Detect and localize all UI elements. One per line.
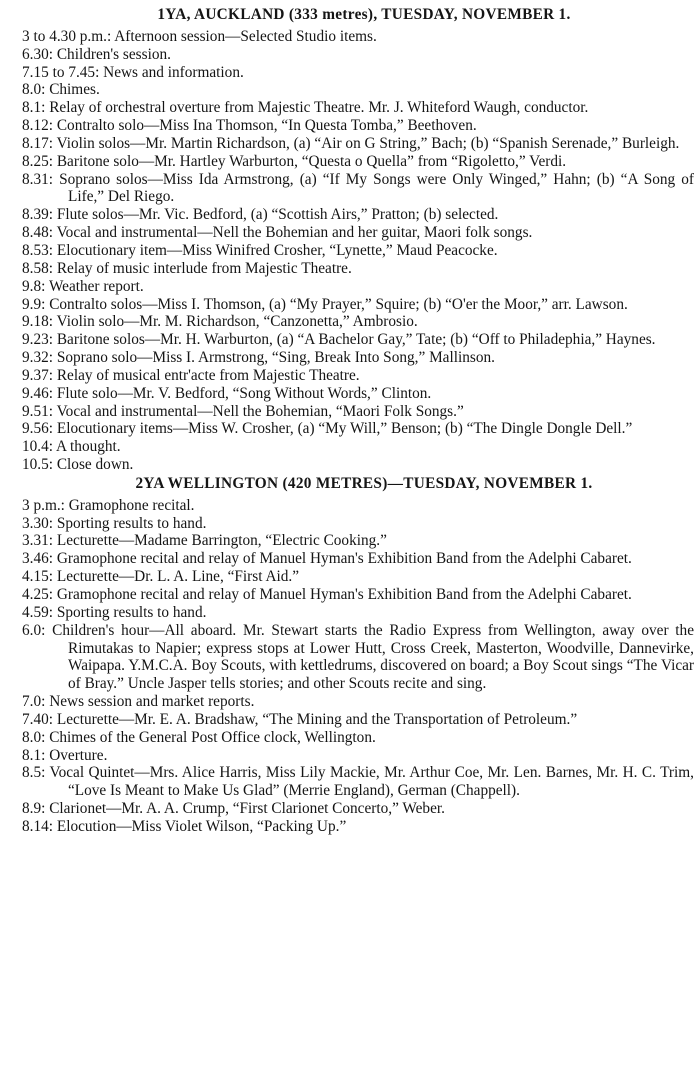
- programme-time: 9.46:: [22, 384, 54, 402]
- programme-section-auckland: [22, 6, 694, 474]
- programme-time: 9.32:: [22, 349, 54, 367]
- programme-time: 8.1:: [22, 99, 46, 117]
- programme-description: Baritone solo—Mr. Hartley Warburton, “Questa o Quella” from “Rigoletto,” Verdi.: [56, 152, 567, 170]
- programme-entry-text: [22, 800, 694, 818]
- programme-description: Soprano solo—Miss I. Armstrong, “Sing, Break Into Song,” Mallinson.: [56, 349, 495, 367]
- programme-description: Vocal and instrumental—Nell the Bohemian and her guitar, Maori folk songs.: [56, 224, 533, 242]
- programme-entry-text: [22, 367, 694, 385]
- programme-entry: [22, 532, 694, 550]
- programme-entry-text: [22, 747, 694, 765]
- programme-description: Contralto solo—Miss Ina Thomson, “In Questa Tomba,” Beethoven.: [56, 117, 477, 135]
- programme-time: 8.5:: [22, 764, 46, 782]
- programme-entry-text: [22, 117, 694, 135]
- programme-time: 3.31:: [22, 532, 54, 550]
- programme-entry-text: [22, 99, 694, 117]
- programme-description: Violin solos—Mr. Martin Richardson, (a) “Air on G String,” Bach; (b) “Spanish Serenade,” Burleigh.: [56, 134, 680, 152]
- programme-time: 4.25:: [22, 586, 54, 603]
- programme-entry: [22, 153, 694, 171]
- programme-entry-text: [22, 497, 694, 515]
- programme-entry: [22, 242, 694, 260]
- programme-time: 8.39:: [22, 206, 54, 224]
- programme-time: 9.37:: [22, 366, 54, 384]
- programme-entry: [22, 622, 694, 693]
- programme-entry: [22, 497, 694, 515]
- programme-entry-text: [22, 242, 694, 260]
- programme-entry: [22, 206, 694, 224]
- programme-entry-text: [22, 456, 694, 474]
- programme-entry: [22, 385, 694, 403]
- programme-entry: [22, 99, 694, 117]
- programme-entry: [22, 764, 694, 800]
- programme-entry-text: [22, 385, 694, 403]
- programme-time: 9.9:: [22, 295, 46, 313]
- programme-time: 7.0:: [22, 693, 46, 711]
- programme-entry: [22, 171, 694, 207]
- programme-description: Vocal Quintet—Mrs. Alice Harris, Miss Lily Mackie, Mr. Arthur Coe, Mr. Len. Barnes, Mr. H. C. Trim, “Love Is Meant to Make Us Glad” (Merrie England), German (Chappell).: [49, 764, 694, 800]
- programme-description: Baritone solos—Mr. H. Warburton, (a) “A Bachelor Gay,” Tate; (b) “Off to Philadephia,” Haynes.: [56, 331, 656, 349]
- programme-entry-text: [22, 693, 694, 711]
- programme-description: Soprano solos—Miss Ida Armstrong, (a) “If My Songs were Only Winged,” Hahn; (b) “A Song of Life,” Del Riego.: [59, 170, 694, 206]
- programme-description: Contralto solos—Miss I. Thomson, (a) “My Prayer,” Squire; (b) “O'er the Moor,” arr. Lawson.: [49, 295, 628, 313]
- programme-description: Lecturette—Madame Barrington, “Electric Cooking.”: [56, 532, 387, 550]
- programme-entry: [22, 729, 694, 747]
- programme-time: 7.40:: [22, 710, 54, 728]
- programme-entry: [22, 438, 694, 456]
- programme-description: Weather report.: [48, 277, 144, 295]
- programme-entry: [22, 800, 694, 818]
- programme-entry: [22, 28, 694, 46]
- programme-entry-text: [22, 260, 694, 278]
- programme-section-wellington: [22, 475, 694, 836]
- programme-entry-text: [22, 296, 694, 314]
- programme-time: 9.56:: [22, 420, 54, 438]
- programme-entry: [22, 550, 694, 568]
- programme-description: Chimes.: [49, 81, 100, 99]
- programme-time: 8.0:: [22, 728, 46, 746]
- programme-time: 4.59:: [22, 603, 54, 621]
- programme-entry: [22, 46, 694, 64]
- programme-description: Chimes of the General Post Office clock, Wellington.: [49, 728, 376, 746]
- programme-entry: [22, 349, 694, 367]
- programme-time: 8.9:: [22, 800, 46, 818]
- programme-description: Vocal and instrumental—Nell the Bohemian, “Maori Folk Songs.”: [56, 402, 464, 420]
- programme-entry-text: [22, 604, 694, 622]
- section-heading: 2YA WELLINGTON (420 METRES)—TUESDAY, NOVEMBER 1.: [135, 474, 593, 492]
- programme-entry: [22, 747, 694, 765]
- programme-entry-text: [22, 403, 694, 421]
- programme-time: 4.15:: [22, 568, 54, 586]
- programme-time: 8.0:: [22, 81, 46, 99]
- programme-entry: [22, 604, 694, 622]
- programme-entry-text: [22, 515, 694, 533]
- programme-description: Lecturette—Dr. L. A. Line, “First Aid.”: [56, 568, 300, 586]
- programme-description: Elocutionary items—Miss W. Crosher, (a) “My Will,” Benson; (b) “The Dingle Dongle Dell.”: [56, 420, 633, 438]
- programme-entry-text: [22, 818, 694, 836]
- programme-entry-text: [22, 64, 694, 82]
- programme-entry: [22, 81, 694, 99]
- programme-entry: [22, 278, 694, 296]
- programme-entry: [22, 420, 694, 438]
- programme-time: 9.23:: [22, 331, 54, 349]
- programme-time: 9.8:: [22, 277, 46, 295]
- programme-entry-text: [22, 224, 694, 242]
- programme-entry-text: [22, 28, 694, 46]
- programme-description: Children's hour—All aboard. Mr. Stewart starts the Radio Express from Wellington, away over the Rimutakas to Napier; express stops at Lower Hutt, Cross Creek, Masterton, Woodville, Dannevirke, Waipapa. Y.M.C.A. Boy Scouts, with kettledrums, discovered on board; a Boy Scout sings “The Vicar of Bray.” Uncle Jasper tells stories; and other Scouts recite and sing.: [52, 621, 694, 693]
- programme-entry: [22, 117, 694, 135]
- programme-entry: [22, 135, 694, 153]
- programme-entry: [22, 64, 694, 82]
- programme-description: Clarionet—Mr. A. A. Crump, “First Clarionet Concerto,” Weber.: [49, 800, 445, 818]
- programme-time: 6.30:: [22, 45, 54, 63]
- programme-time: 7.15 to 7.45:: [22, 63, 100, 81]
- programme-entry: [22, 711, 694, 729]
- programme-entry: [22, 693, 694, 711]
- programme-entry: [22, 818, 694, 836]
- programme-entry: [22, 515, 694, 533]
- programme-description: A thought.: [56, 438, 121, 456]
- programme-entry-text: [22, 729, 694, 747]
- programme-description: Close down.: [56, 456, 134, 474]
- programme-description: News and information.: [103, 63, 244, 81]
- programme-description: Flute solo—Mr. V. Bedford, “Song Without Words,” Clinton.: [56, 384, 432, 402]
- programme-description: Elocution—Miss Violet Wilson, “Packing Up.”: [56, 817, 347, 835]
- programme-list: [22, 28, 694, 474]
- programme-description: Relay of orchestral overture from Majestic Theatre. Mr. J. Whiteford Waugh, conductor.: [49, 99, 589, 117]
- programme-entry-text: [22, 331, 694, 349]
- programme-description: Gramophone recital.: [68, 496, 195, 514]
- programme-entry: [22, 456, 694, 474]
- programme-entry-text: [22, 206, 694, 224]
- programme-time: 3 p.m.:: [22, 496, 65, 514]
- programme-entry-text: [22, 135, 694, 153]
- programme-description: News session and market reports.: [49, 693, 255, 711]
- programme-time: 3.46:: [22, 550, 54, 568]
- programme-entry: [22, 260, 694, 278]
- programme-description: Gramophone recital and relay of Manuel Hyman's Exhibition Band from the Adelphi Cabaret.: [56, 586, 632, 603]
- programme-entry: [22, 586, 694, 604]
- programme-time: 9.51:: [22, 402, 54, 420]
- programme-description: Relay of musical entr'acte from Majestic Theatre.: [56, 366, 360, 384]
- programme-description: Relay of music interlude from Majestic Theatre.: [56, 259, 352, 277]
- programme-entry-text: [22, 568, 694, 586]
- programme-entry-text: [22, 46, 694, 64]
- programme-description: Afternoon session—Selected Studio items.: [114, 27, 377, 45]
- programme-description: Elocutionary item—Miss Winifred Crosher, “Lynette,” Maud Peacocke.: [56, 241, 498, 259]
- programme-description: Overture.: [49, 746, 108, 764]
- programme-time: 6.0:: [22, 621, 46, 639]
- programme-time: 8.48:: [22, 224, 54, 242]
- programme-description: Sporting results to hand.: [56, 603, 207, 621]
- programme-description: Violin solo—Mr. M. Richardson, “Canzonetta,” Ambrosio.: [56, 313, 418, 331]
- programme-time: 8.12:: [22, 117, 54, 135]
- programme-entry-text: [22, 313, 694, 331]
- programme-entry-text: [22, 438, 694, 456]
- programme-time: 9.18:: [22, 313, 54, 331]
- programme-entry-text: [22, 420, 694, 438]
- programme-description: Lecturette—Mr. E. A. Bradshaw, “The Mining and the Transportation of Petroleum.”: [56, 710, 578, 728]
- programme-entry-text: [22, 171, 694, 207]
- programme-entry: [22, 568, 694, 586]
- programme-list: [22, 497, 694, 836]
- programme-entry: [22, 367, 694, 385]
- programme-time: 8.25:: [22, 152, 54, 170]
- programme-description: Sporting results to hand.: [56, 514, 207, 532]
- section-heading: 1YA, AUCKLAND (333 metres), TUESDAY, NOVEMBER 1.: [157, 6, 571, 23]
- programme-time: 10.5:: [22, 456, 54, 474]
- programme-entry-text: [22, 711, 694, 729]
- programme-time: 3 to 4.30 p.m.:: [22, 27, 112, 45]
- programme-entry-text: [22, 550, 694, 568]
- programme-entry: [22, 403, 694, 421]
- programme-description: Gramophone recital and relay of Manuel Hyman's Exhibition Band from the Adelphi Cabaret.: [56, 550, 632, 568]
- programme-time: 8.31:: [22, 170, 54, 188]
- programme-entry-text: [22, 586, 694, 604]
- programme-entry: [22, 296, 694, 314]
- programme-entry-text: [22, 622, 694, 693]
- programme-time: 8.1:: [22, 746, 46, 764]
- programme-entry-text: [22, 153, 694, 171]
- programme-entry: [22, 313, 694, 331]
- programme-time: 8.14:: [22, 817, 54, 835]
- programme-time: 8.17:: [22, 134, 54, 152]
- programme-time: 8.58:: [22, 259, 54, 277]
- programme-entry-text: [22, 532, 694, 550]
- programme-entry-text: [22, 349, 694, 367]
- programme-time: 3.30:: [22, 514, 54, 532]
- programme-time: 10.4:: [22, 438, 54, 456]
- programme-time: 8.53:: [22, 241, 54, 259]
- programme-entry-text: [22, 278, 694, 296]
- programme-description: Flute solos—Mr. Vic. Bedford, (a) “Scottish Airs,” Pratton; (b) selected.: [56, 206, 499, 224]
- programme-entry-text: [22, 764, 694, 800]
- programme-entry: [22, 331, 694, 349]
- programme-entry-text: [22, 81, 694, 99]
- programme-entry: [22, 224, 694, 242]
- programme-description: Children's session.: [56, 45, 171, 63]
